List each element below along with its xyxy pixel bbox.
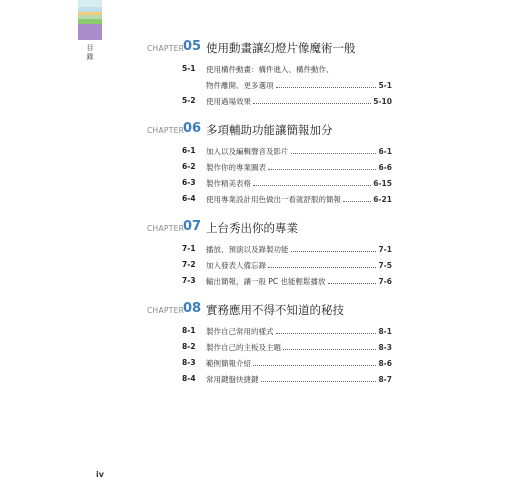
section-title: 製作精美表格 <box>206 179 251 188</box>
section-title: 製作你的專業圖表 <box>206 163 266 172</box>
page-ref: 6-6 <box>378 163 392 172</box>
section-number: 8-3 <box>182 358 196 367</box>
chapter-label: CHAPTER <box>147 224 185 233</box>
section-title: 播放、預演以及錄製功能 <box>206 245 289 254</box>
section-title: 範例簡報介紹 <box>206 359 251 368</box>
section-number: 6-2 <box>182 162 196 171</box>
dot-leader <box>268 162 376 170</box>
page-ref: 7-6 <box>378 277 392 286</box>
section-number: 7-1 <box>182 244 196 253</box>
color-band <box>78 24 102 40</box>
dot-leader <box>268 260 376 268</box>
page-ref: 6-21 <box>373 195 392 204</box>
dot-leader <box>261 374 377 382</box>
toc-item[interactable] <box>0 358 520 370</box>
section-number: 7-3 <box>182 276 196 285</box>
page-ref: 8-6 <box>378 359 392 368</box>
section-title: 加入發表人備忘錄 <box>206 261 266 270</box>
section-number: 5-2 <box>182 96 196 105</box>
section-number: 8-4 <box>182 374 196 383</box>
chapter-number: 08 <box>183 301 202 316</box>
toc-item[interactable] <box>0 374 520 386</box>
chapter-title[interactable]: 上台秀出你的專業 <box>206 221 298 235</box>
toc-item[interactable] <box>0 80 520 92</box>
section-number: 8-2 <box>182 342 196 351</box>
chapter-label: CHAPTER <box>147 306 185 315</box>
section-title: 製作自己的主板及主題 <box>206 343 281 352</box>
toc-side-label <box>78 44 102 62</box>
toc-item[interactable] <box>0 194 520 206</box>
toc-item[interactable] <box>0 64 520 76</box>
page-ref: 7-1 <box>378 245 392 254</box>
page-ref: 5-10 <box>373 97 392 106</box>
chapter-title[interactable]: 多項輔助功能讓簡報加分 <box>206 123 333 137</box>
toc-item[interactable] <box>0 162 520 174</box>
toc-item[interactable] <box>0 260 520 272</box>
section-title: 製作自己常用的樣式 <box>206 327 274 336</box>
dot-leader <box>276 80 377 88</box>
section-number: 6-4 <box>182 194 196 203</box>
page-ref: 7-5 <box>378 261 392 270</box>
chapter-number: 05 <box>183 39 202 54</box>
toc-item[interactable] <box>0 326 520 338</box>
section-number: 7-2 <box>182 260 196 269</box>
section-title: 常用鍵盤快捷鍵 <box>206 375 259 384</box>
dot-leader <box>328 276 377 284</box>
section-title: 輸出簡報，讓一般 PC 也能輕鬆播放 <box>206 277 326 286</box>
color-band <box>78 0 102 7</box>
side-label-char-2: 錄 <box>86 53 94 61</box>
page-ref: 8-1 <box>378 327 392 336</box>
dot-leader <box>283 342 376 350</box>
dot-leader <box>291 146 377 154</box>
dot-leader <box>343 194 371 202</box>
side-label-char-1: 目 <box>86 44 94 52</box>
page-ref: 6-1 <box>378 147 392 156</box>
dot-leader <box>253 96 371 104</box>
page-ref: 6-15 <box>373 179 392 188</box>
page-ref: 8-3 <box>378 343 392 352</box>
toc-item[interactable] <box>0 244 520 256</box>
dot-leader <box>276 326 377 334</box>
chapter-title[interactable]: 實務應用不得不知道的秘技 <box>206 303 344 317</box>
toc-item[interactable] <box>0 178 520 190</box>
side-color-tab <box>78 0 102 40</box>
section-number: 6-1 <box>182 146 196 155</box>
toc-item[interactable] <box>0 276 520 288</box>
chapter-number: 06 <box>183 121 202 136</box>
section-title: 物件離開、更多選項 <box>206 81 274 90</box>
chapter-label: CHAPTER <box>147 44 185 53</box>
page-number: iv <box>96 470 104 479</box>
page-ref: 8-7 <box>378 375 392 384</box>
section-number: 8-1 <box>182 326 196 335</box>
section-title: 使用構件動畫：構件進入、構件動作、 <box>206 65 334 74</box>
toc-item[interactable] <box>0 342 520 354</box>
section-number: 5-1 <box>182 64 196 73</box>
chapter-title[interactable]: 使用動畫讓幻燈片像魔術一般 <box>206 41 356 55</box>
chapter-number: 07 <box>183 219 202 234</box>
section-title: 加入以及編輯聲音及影片 <box>206 147 289 156</box>
toc-item[interactable] <box>0 146 520 158</box>
dot-leader <box>291 244 377 252</box>
dot-leader <box>253 358 376 366</box>
chapter-label: CHAPTER <box>147 126 185 135</box>
section-title: 使用專業設計用色做出一看就舒服的簡報 <box>206 195 341 204</box>
section-title: 使用過場效果 <box>206 97 251 106</box>
page-ref: 5-1 <box>378 81 392 90</box>
toc-item[interactable] <box>0 96 520 108</box>
section-number: 6-3 <box>182 178 196 187</box>
dot-leader <box>253 178 371 186</box>
